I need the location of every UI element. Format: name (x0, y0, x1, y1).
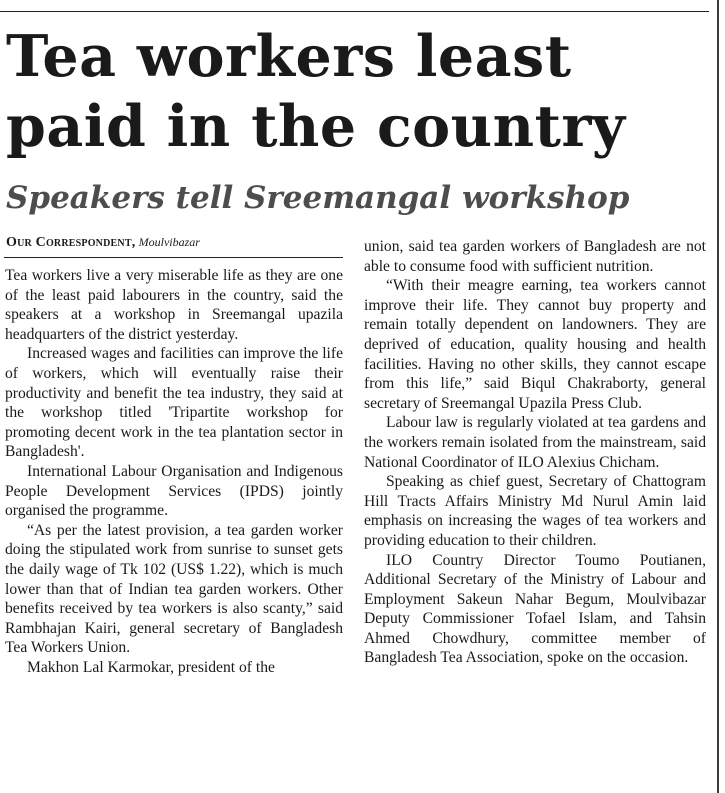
paragraph: International Labour Organisation and Indigenous People Development Services (IPDS) jointly organised the programme. (5, 462, 343, 520)
top-rule (0, 11, 709, 12)
paragraph-lead: Tea workers live a very miserable life as they are one of the least paid labourers in the country, said the speakers at a workshop in Sreemangal upazila headquarters of the district yesterday. (5, 267, 343, 343)
paragraph: ILO Country Director Toumo Poutianen, Additional Secretary of the Ministry of Labour and Employment Sakeun Nahar Begum, Moulvibazar Deputy Commissioner Tofael Islam, and Tahsin Ahmed Chowdhury, committee member of Bangladesh Tea Association, spoke on the occasion. (364, 551, 706, 667)
byline (6, 234, 200, 251)
headline: Tea workers least paid in the country (6, 23, 626, 160)
paragraph-continued: union, said tea garden workers of Bangladesh are not able to consume food with sufficient nutrition. (364, 238, 706, 275)
byline-location: Moulvibazar (138, 235, 200, 249)
paragraph: Labour law is regularly violated at tea gardens and the workers remain isolated from the mainstream, said National Coordinator of ILO Alexius Chicham. (364, 414, 706, 471)
article-column-left (5, 266, 343, 677)
column-edge-rule (717, 0, 719, 793)
byline-rule (4, 257, 343, 258)
paragraph: Increased wages and facilities can improve the life of workers, which will eventually raise their productivity and benefit the tea industry, they said at the workshop titled 'Tripartite workshop for promoting decent work in the tea plantation sector in Bangladesh'. (5, 345, 343, 461)
paragraph: “With their meagre earning, tea workers cannot improve their life. They cannot buy property and remain totally dependent on landowners. They are deprived of education, quality housing and health facilities. Having no other skills, they cannot escape from this life,” said Biqul Chakraborty, general secretary of Sreemangal Upazila Press Club. (364, 277, 706, 412)
paragraph: Speaking as chief guest, Secretary of Chattogram Hill Tracts Affairs Ministry Md Nurul Amin laid emphasis on increasing the wages of tea workers and providing education to their children. (364, 473, 706, 549)
paragraph: “As per the latest provision, a tea garden worker doing the stipulated work from sunrise to sunset gets the daily wage of Tk 102 (US$ 1.22), which is much lower than that of Indian tea garden workers. Other benefits received by tea workers is also scanty,” said Rambhajan Kairi, general secretary of Bangladesh Tea Workers Union. (5, 521, 343, 657)
byline-author: Our Correspondent, (6, 235, 136, 250)
subheadline: Speakers tell Sreemangal workshop (6, 180, 630, 216)
article-column-right (364, 237, 706, 668)
paragraph: Makhon Lal Karmokar, president of the (27, 658, 275, 676)
